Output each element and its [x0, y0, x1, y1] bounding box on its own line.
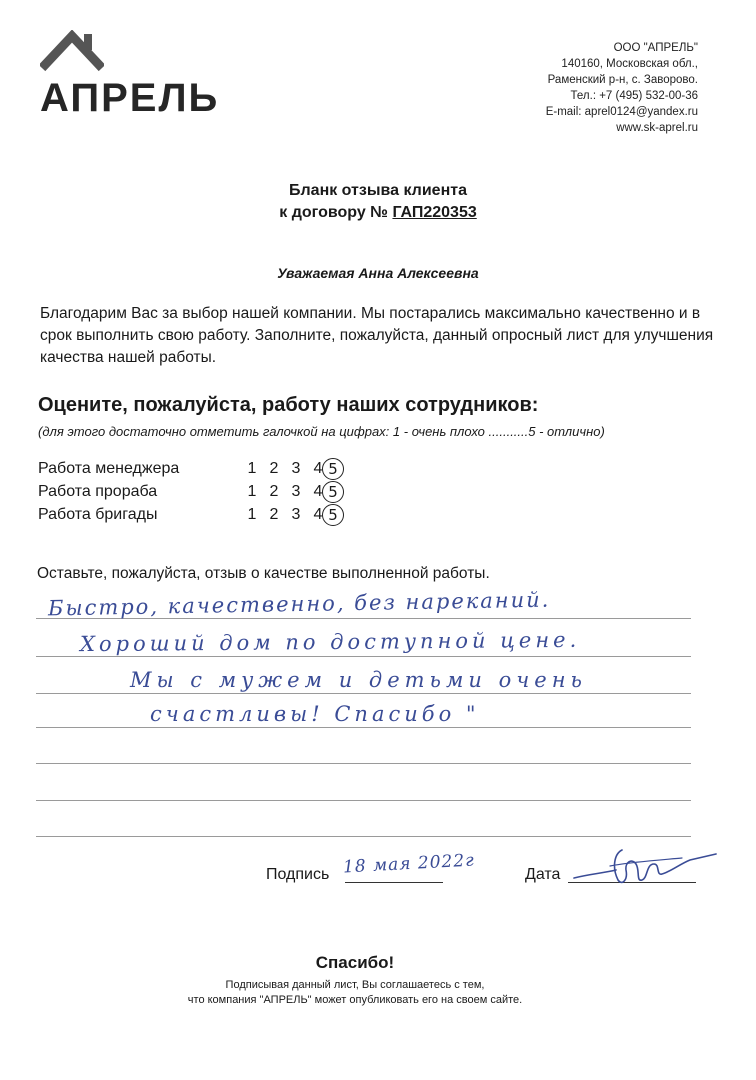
- score-5-selected[interactable]: 5: [322, 481, 344, 503]
- score-2[interactable]: 2: [269, 483, 279, 500]
- handwritten-review-line2: Хороший дом по доступной цене.: [79, 627, 581, 657]
- score-4[interactable]: 4: [313, 506, 323, 523]
- handwritten-review-line3: Мы с мужем и детьми очень: [130, 668, 587, 692]
- company-address-line1: 140160, Московская обл.,: [561, 58, 698, 70]
- score-4[interactable]: 4: [313, 460, 323, 477]
- consent-line2: что компания "АПРЕЛЬ" может опубликовать его на своем сайте.: [187, 994, 523, 1006]
- form-title-line2: [0, 202, 756, 224]
- company-address-line2: Раменский р-н, с. Заворово.: [547, 74, 698, 86]
- review-line: [36, 656, 691, 657]
- rating-note: (для этого достаточно отметить галочкой на цифрах: 1 - очень плохо ...........5 - отлично): [38, 424, 605, 439]
- score-1[interactable]: 1: [247, 460, 257, 477]
- review-line: [36, 800, 691, 801]
- review-line: [36, 693, 691, 694]
- company-phone: Тел.: +7 (495) 532-00-36: [570, 90, 698, 102]
- rating-label: Работа менеджера: [38, 460, 180, 477]
- form-title-line1: Бланк отзыва клиента: [289, 182, 467, 199]
- company-email: E-mail: aprel0124@yandex.ru: [545, 106, 698, 118]
- review-label: Оставьте, пожалуйста, отзыв о качестве выполненной работы.: [37, 565, 490, 582]
- score-3[interactable]: 3: [291, 483, 301, 500]
- review-line: [36, 836, 691, 837]
- score-2[interactable]: 2: [269, 506, 279, 523]
- contract-prefix: к договору №: [279, 204, 388, 221]
- review-line: [36, 727, 691, 728]
- handwritten-review-line4: счастливы! Спасибо ": [150, 702, 480, 726]
- score-3[interactable]: 3: [291, 460, 301, 477]
- rating-label: Работа прораба: [38, 483, 158, 500]
- logo-roof-icon: [40, 30, 104, 72]
- date-label: Дата: [525, 866, 561, 883]
- intro-paragraph: Благодарим Вас за выбор нашей компании. Мы постарались максимально качественно и в срок выполнить свою работу. Заполните, пожалуйста, данный опросный лист для улучшения качества нашей работы.: [40, 305, 714, 366]
- score-5-selected[interactable]: 5: [322, 504, 344, 526]
- consent-note: [0, 978, 710, 1008]
- handwritten-signature-date: 18 мая 2022г: [342, 850, 476, 878]
- review-line: [36, 763, 691, 764]
- score-4[interactable]: 4: [313, 483, 323, 500]
- rating-label: Работа бригады: [38, 506, 158, 523]
- contract-number: ГАП220353: [392, 204, 477, 221]
- score-2[interactable]: 2: [269, 460, 279, 477]
- handwritten-review-line1: Быстро, качественно, без нареканий.: [47, 587, 551, 621]
- form-title: [0, 180, 756, 224]
- thanks-heading: Спасибо!: [315, 953, 395, 972]
- company-website: www.sk-aprel.ru: [616, 122, 698, 134]
- signature-label: Подпись: [266, 866, 330, 883]
- score-1[interactable]: 1: [247, 506, 257, 523]
- rating-heading: Оцените, пожалуйста, работу наших сотрудников:: [38, 394, 539, 416]
- company-name: ООО "АПРЕЛЬ": [613, 42, 698, 54]
- score-5-selected[interactable]: 5: [322, 458, 344, 480]
- handwritten-signature-icon: [570, 840, 720, 890]
- consent-line1: Подписывая данный лист, Вы соглашаетесь с тем,: [225, 979, 485, 991]
- score-1[interactable]: 1: [247, 483, 257, 500]
- signature-line[interactable]: [345, 882, 443, 883]
- score-3[interactable]: 3: [291, 506, 301, 523]
- logo-text: АПРЕЛЬ: [40, 76, 220, 120]
- greeting: Уважаемая Анна Алексеевна: [277, 265, 479, 281]
- company-info: [546, 40, 698, 136]
